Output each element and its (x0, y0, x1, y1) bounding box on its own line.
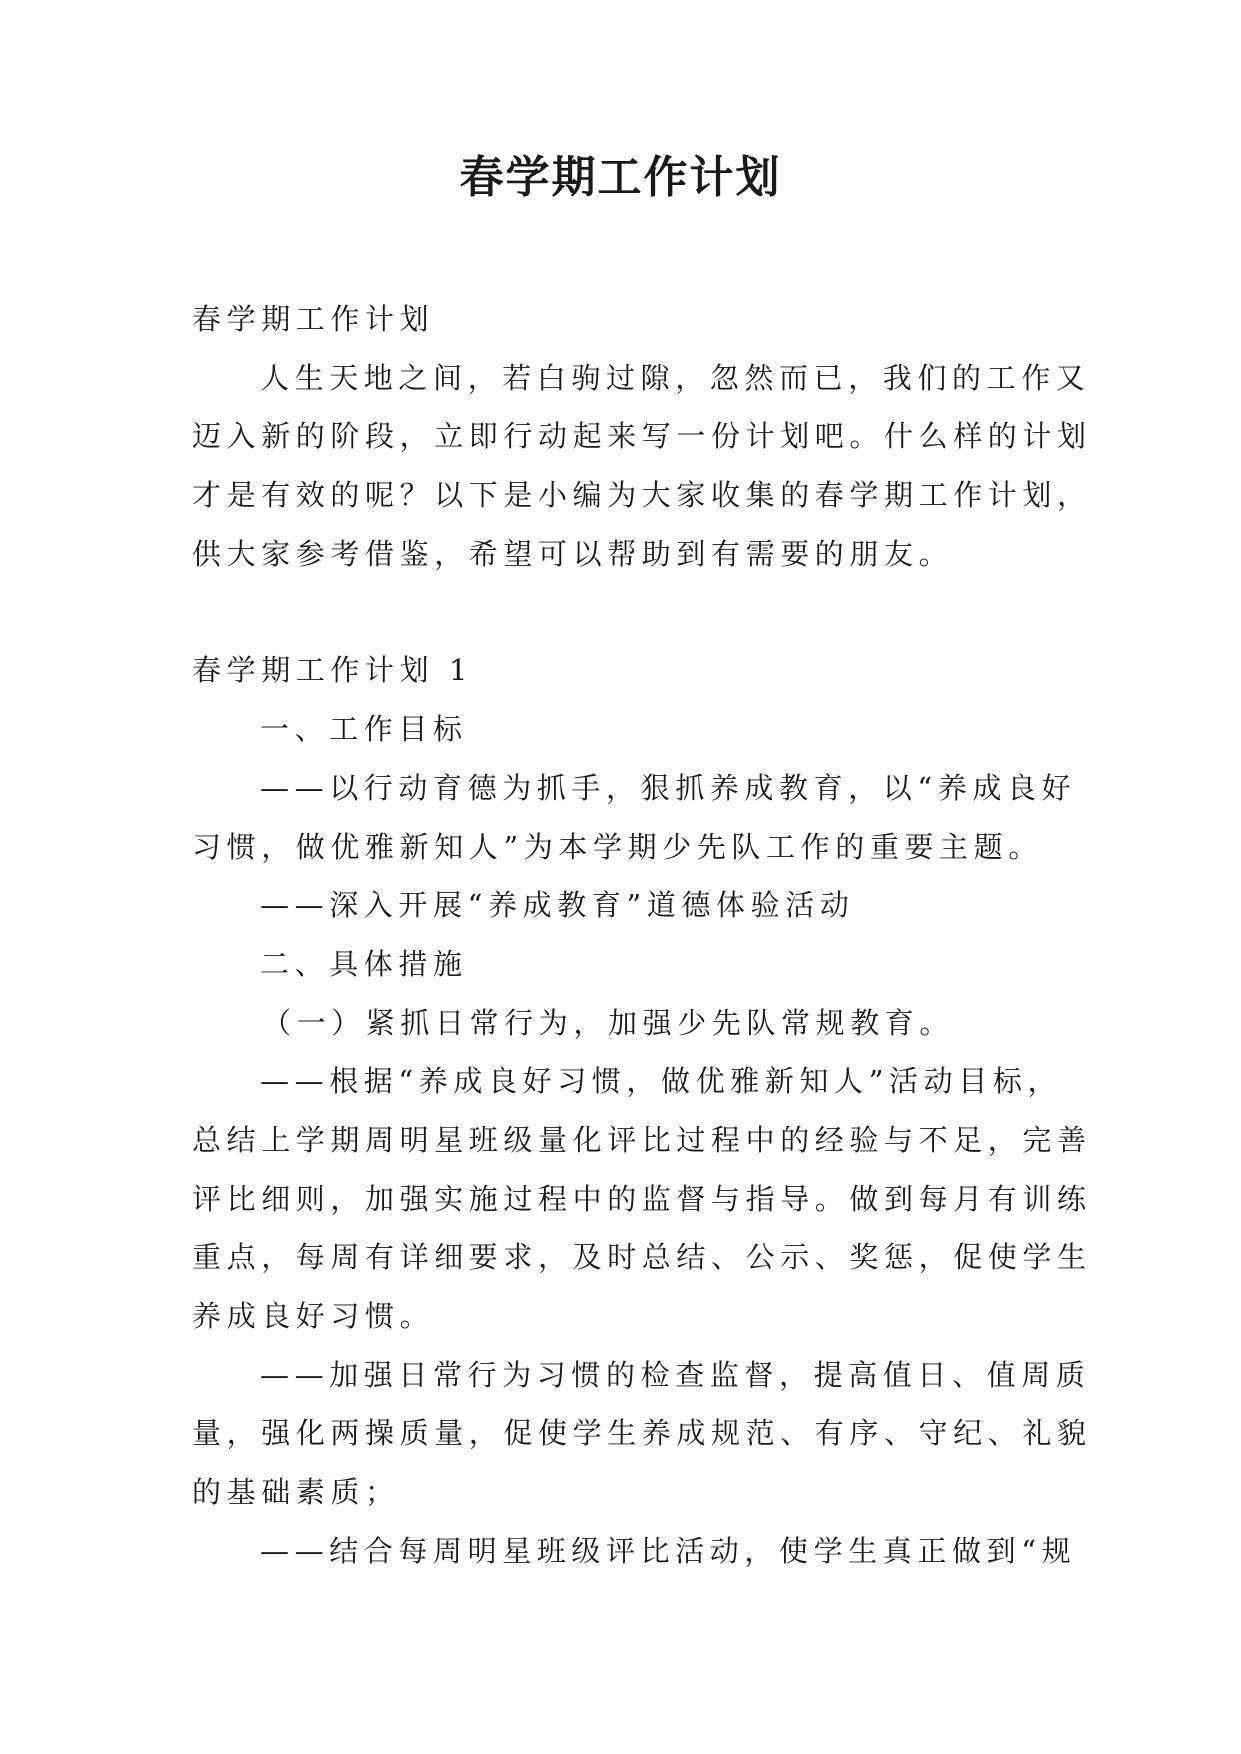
paragraph-line: 总结上学期周明星班级量化评比过程中的经验与不足，完善 (192, 1122, 1092, 1157)
paragraph-line: （一）紧抓日常行为，加强少先队常规教育。 (262, 1005, 955, 1040)
paragraph-line: 供大家参考借鉴，希望可以帮助到有需要的朋友。 (192, 536, 954, 571)
paragraph-line: 养成良好习惯。 (192, 1299, 435, 1333)
paragraph-line: 人生天地之间，若白驹过隙，忽然而已，我们的工作又 (260, 360, 1091, 395)
paragraph-line: ——结合每周明星班级评比活动，使学生真正做到“规 (260, 1533, 1077, 1568)
paragraph-line: 评比细则，加强实施过程中的监督与指导。做到每月有训练 (192, 1181, 1092, 1216)
section-heading: 春学期工作计划 1 (192, 653, 474, 688)
document-title: 春学期工作计划 (459, 152, 782, 203)
paragraph-line: ——根据“养成良好习惯，做优雅新知人”活动目标， (260, 1064, 1063, 1099)
paragraph-line: ——以行动育德为抓手，狠抓养成教育，以“养成良好 (260, 770, 1077, 805)
paragraph-gap (192, 583, 1052, 641)
paragraph-line: 才是有效的呢？以下是小编为大家收集的春学期工作计划， (192, 478, 1092, 513)
paragraph-line: 重点，每周有详细要求，及时总结、公示、奖惩，促使学生 (192, 1240, 1092, 1275)
section-heading: 春学期工作计划 (192, 302, 435, 336)
paragraph-line: 二、具体措施 (260, 946, 468, 981)
paragraph-line: ——加强日常行为习惯的检查监督，提高值日、值周质 (260, 1357, 1091, 1392)
paragraph-line: 习惯，做优雅新知人”为本学期少先队工作的重要主题。 (192, 829, 1043, 864)
document-body (192, 290, 1092, 1580)
paragraph-line: 迈入新的阶段，立即行动起来写一份计划吧。什么样的计划 (192, 419, 1092, 454)
paragraph-line: 量，强化两操质量，促使学生养成规范、有序、守纪、礼貌 (192, 1416, 1092, 1451)
paragraph-line: ——深入开展“养成教育”道德体验活动 (260, 888, 855, 923)
paragraph-line: 的基础素质； (192, 1475, 400, 1510)
paragraph-line: 一、工作目标 (260, 712, 468, 747)
